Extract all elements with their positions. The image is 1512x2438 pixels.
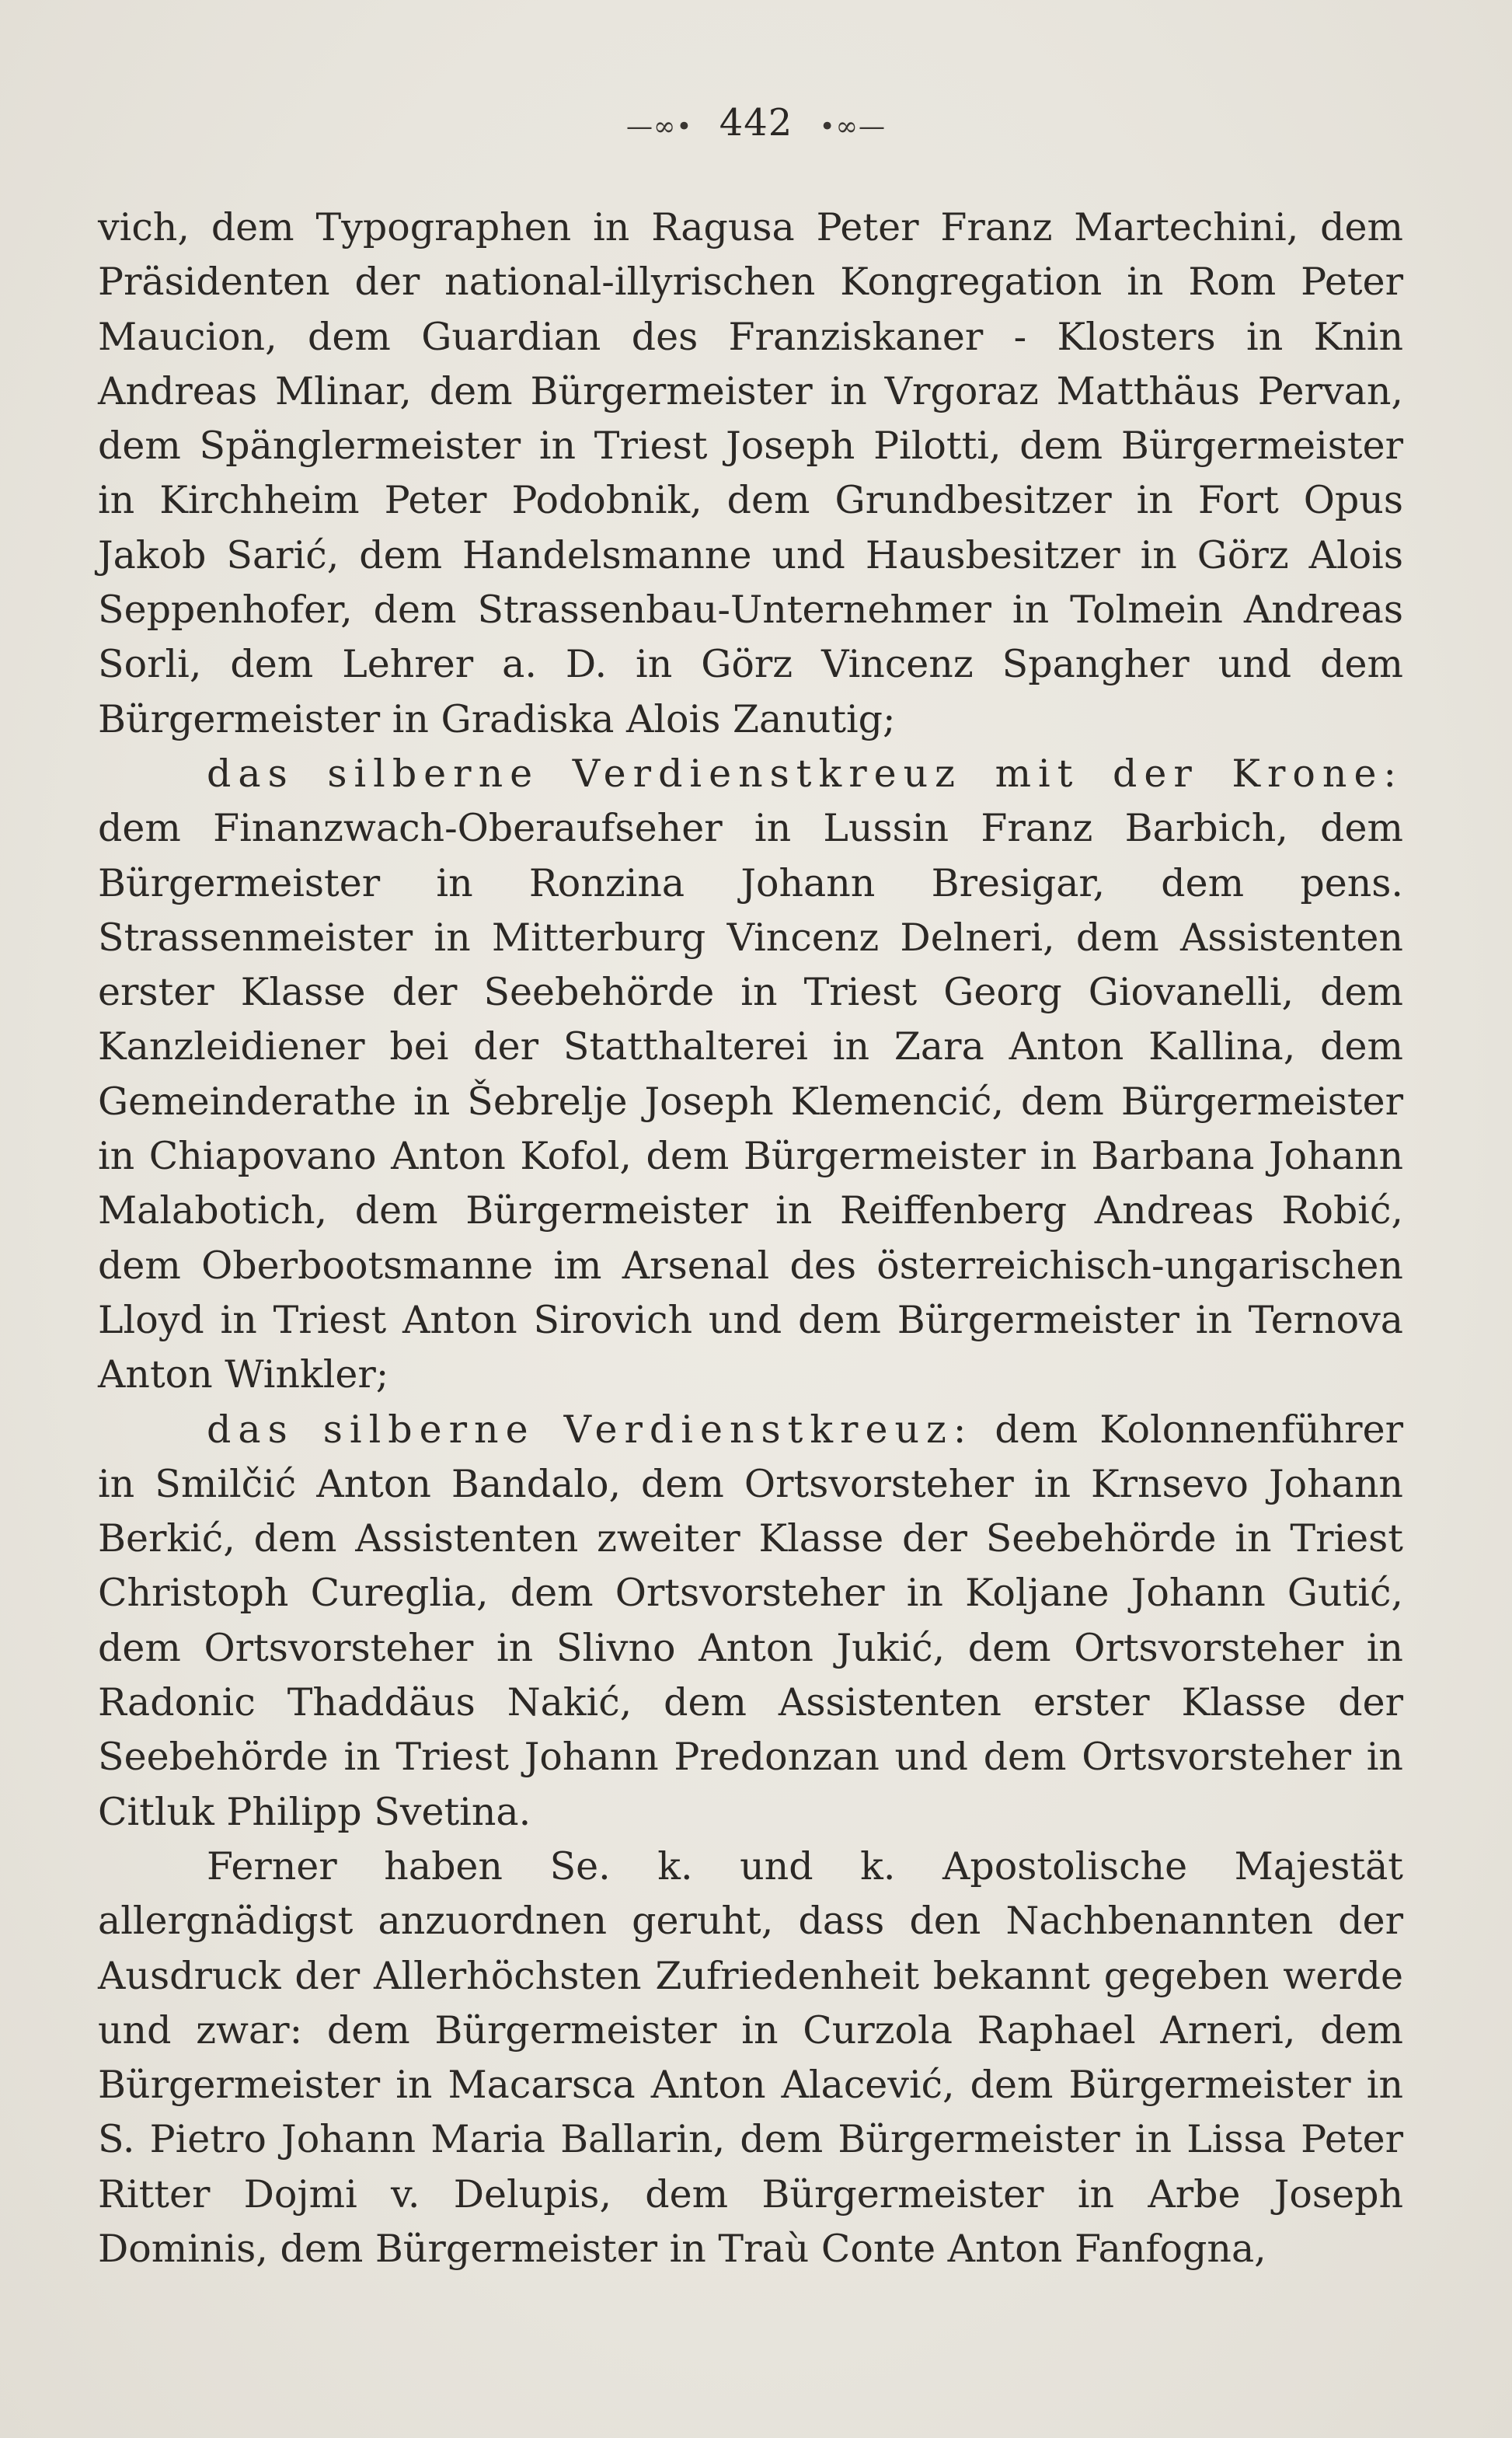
- award-heading-silver-cross-crown: das silberne Verdienstkreuz mit der Krone:: [207, 751, 1403, 796]
- award-recipients-silver-cross: dem Kolonnenführer in Smilčić Anton Bandalo, dem Ortsvorsteher in Krnsevo Johann Berkić, dem Assistenten zweiter Klasse der Seebehörde in Triest Christoph Cureglia, dem Ortsvorsteher in Koljane Johann Gutić, dem Ortsvorsteher in Slivno Anton Jukić, dem Ortsvorsteher in Radonic Thaddäus Nakić, dem Assistenten erster Klasse der Seebehörde in Triest Johann Predonzan und dem Ortsvorsteher in Citluk Philipp Svetina.: [98, 1407, 1404, 1834]
- award-recipients-silver-cross-crown: dem Finanzwach-Oberaufseher in Lussin Franz Barbich, dem Bürgermeister in Ronzina Johann Bresigar, dem pens. Strassenmeister in Mitterburg Vincenz Delneri, dem Assistenten erster Klasse der Seebehörde in Triest Georg Giovanelli, dem Kanzleidiener bei der Statthalterei in Zara Anton Kallina, dem Gemeinderathe in Šebrelje Joseph Klemencić, dem Bürgermeister in Chiapovano Anton Kofol, dem Bürgermeister in Barbana Johann Malabotich, dem Bürgermeister in Reiffenberg Andreas Robić, dem Oberbootsmanne im Arsenal des österreichisch-ungarischen Lloyd in Triest Anton Sirovich und dem Bürgermeister in Ternova Anton Winkler;: [98, 806, 1403, 1397]
- paragraph-continuation: vich, dem Typographen in Ragusa Peter Franz Martechini, dem Präsidenten der national-illyrischen Kongregation in Rom Peter Maucion, dem Guardian des Franziskaner - Klosters in Knin Andreas Mlinar, dem Bürgermeister in Vrgoraz Matthäus Pervan, dem Spänglermeister in Triest Joseph Pilotti, dem Bürgermeister in Kirchheim Peter Podobnik, dem Grundbesitzer in Fort Opus Jakob Sarić, dem Handelsmanne und Hausbesitzer in Görz Alois Seppenhofer, dem Strassenbau-Unternehmer in Tolmein Andreas Sorli, dem Lehrer a. D. in Görz Vincenz Spangher und dem Bürgermeister in Gradiska Alois Zanutig;: [98, 205, 1403, 741]
- award-heading-silver-cross: das silberne Verdienstkreuz:: [207, 1407, 974, 1452]
- ornament-left-icon: —∞•: [626, 111, 693, 142]
- paragraph-silver-cross-crown: [98, 747, 1403, 1403]
- paragraph-satisfaction: Ferner haben Se. k. und k. Apostolische Majestät allergnädigst anzuordnen geruht, dass den Nachbenannten der Ausdruck der Allerhöchsten Zufriedenheit bekannt gegeben werde und zwar: dem Bürgermeister in Curzola Raphael Arneri, dem Bürgermeister in Macarsca Anton Alacević, dem Bürgermeister in S. Pietro Johann Maria Ballarin, dem Bürgermeister in Lissa Peter Ritter Dojmi v. Delupis, dem Bürgermeister in Arbe Joseph Dominis, dem Bürgermeister in Traù Conte Anton Fanfogna,: [98, 1843, 1403, 2271]
- paragraph-silver-cross: [98, 1403, 1403, 1840]
- ornament-right-icon: •∞—: [819, 111, 886, 142]
- page-body: [98, 201, 1403, 2276]
- page-header: [0, 101, 1512, 145]
- page-number: 442: [719, 101, 793, 145]
